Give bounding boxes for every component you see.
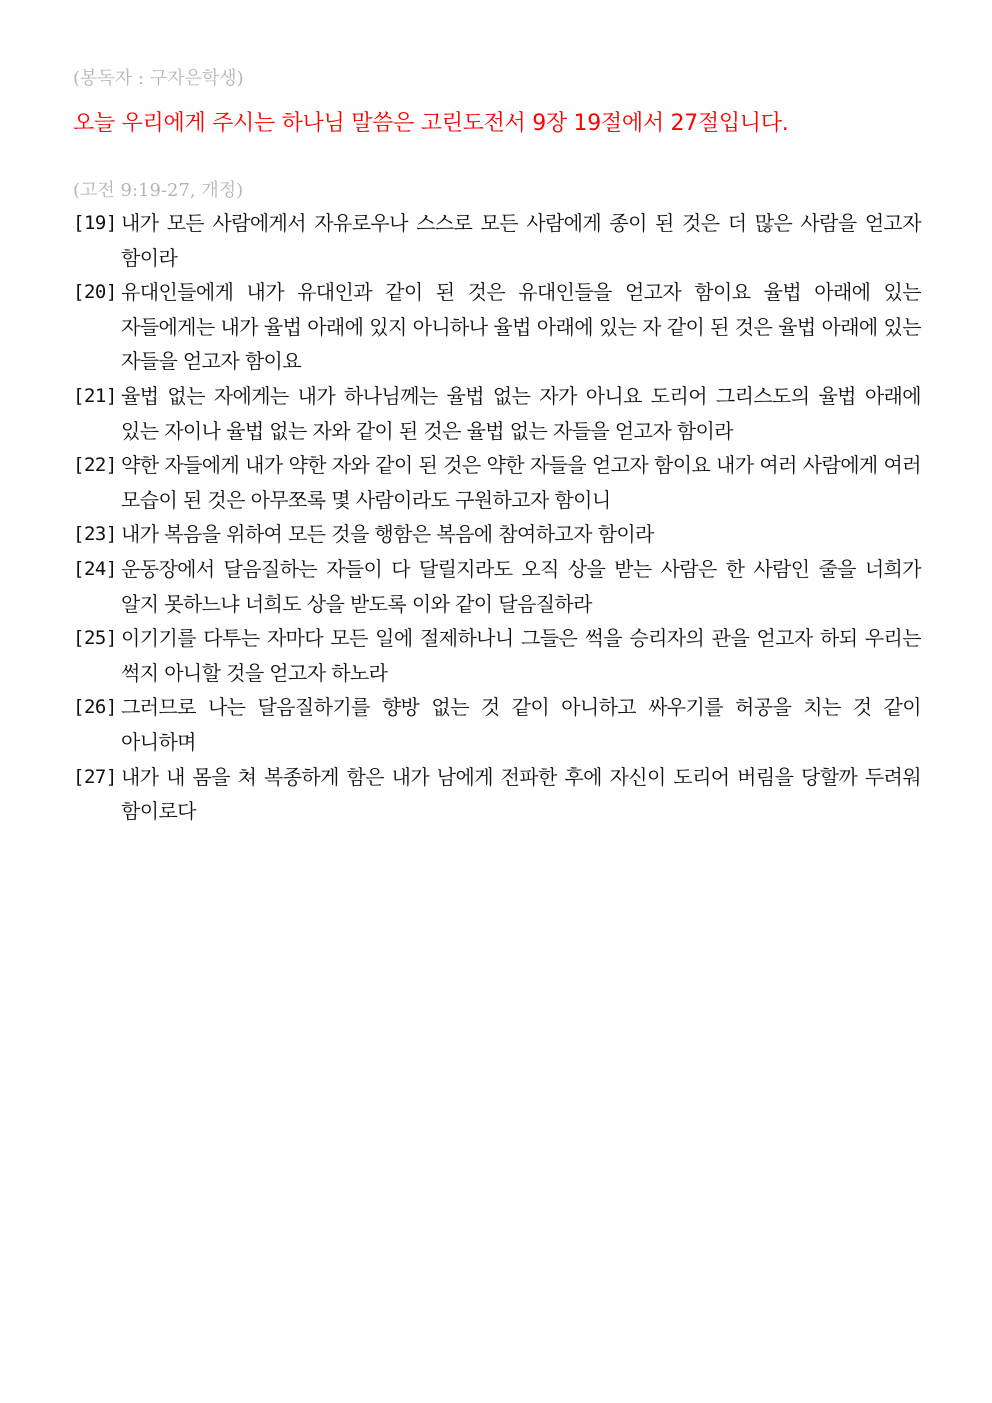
verse-item bbox=[73, 275, 921, 379]
verse-text: 내가 내 몸을 쳐 복종하게 함은 내가 남에게 전파한 후에 자신이 도리어 버림을 당할까 두려워 함이로다 bbox=[121, 764, 921, 824]
verse-number: [22] bbox=[73, 454, 117, 477]
verse-item bbox=[73, 379, 921, 448]
verse-number: [24] bbox=[73, 557, 117, 580]
verse-number: [26] bbox=[73, 696, 117, 719]
verse-item bbox=[73, 448, 921, 517]
verse-list bbox=[73, 206, 921, 829]
verse-text: 약한 자들에게 내가 약한 자와 같이 된 것은 약한 자들을 얻고자 함이요 내가 여러 사람에게 여러 모습이 된 것은 아무쪼록 몇 사람이라도 구원하고자 함이니 bbox=[121, 453, 921, 512]
verse-item bbox=[73, 206, 921, 275]
verse-item bbox=[73, 621, 921, 690]
verse-number: [23] bbox=[73, 523, 117, 546]
verse-item bbox=[73, 760, 921, 829]
verse-number: [27] bbox=[73, 765, 117, 788]
verse-item bbox=[73, 517, 921, 552]
verse-number: [20] bbox=[73, 281, 117, 304]
verse-text: 운동장에서 달음질하는 자들이 다 달릴지라도 오직 상을 받는 사람은 한 사람인 줄을 너희가 알지 못하느냐 너희도 상을 받도록 이와 같이 달음질하라 bbox=[121, 556, 921, 616]
verse-text: 율법 없는 자에게는 내가 하나님께는 율법 없는 자가 아니요 도리어 그리스도의 율법 아래에 있는 자이나 율법 없는 자와 같이 된 것은 율법 없는 자들을 얻고자 함이라 bbox=[121, 383, 921, 443]
verse-text: 내가 모든 사람에게서 자유로우나 스스로 모든 사람에게 종이 된 것은 더 많은 사람을 얻고자 함이라 bbox=[121, 211, 921, 270]
passage-reference: (고전 9:19-27, 개정) bbox=[73, 180, 244, 201]
verse-number: [25] bbox=[73, 627, 117, 650]
verse-text: 내가 복음을 위하여 모든 것을 행함은 복음에 참여하고자 함이라 bbox=[121, 522, 654, 547]
verse-text: 이기기를 다투는 자마다 모든 일에 절제하나니 그들은 썩을 승리자의 관을 얻고자 하되 우리는 썩지 아니할 것을 얻고자 하노라 bbox=[121, 626, 921, 685]
verse-item bbox=[73, 690, 921, 759]
verse-number: [19] bbox=[73, 212, 117, 234]
verse-number: [21] bbox=[73, 384, 117, 407]
verse-text: 유대인들에게 내가 유대인과 같이 된 것은 유대인들을 얻고자 함이요 율법 아래에 있는 자들에게는 내가 율법 아래에 있지 아니하나 율법 아래에 있는 자 같이 된 것은 율법 아래에 있는 자들을 얻고자 함이요 bbox=[121, 280, 921, 374]
verse-text: 그러므로 나는 달음질하기를 향방 없는 것 같이 아니하고 싸우기를 허공을 치는 것 같이 아니하며 bbox=[121, 695, 921, 754]
scripture-announcement: 오늘 우리에게 주시는 하나님 말씀은 고린도전서 9장 19절에서 27절입니다. bbox=[73, 111, 789, 136]
reader-note: (봉독자 : 구자은학생) bbox=[73, 68, 244, 89]
verse-item bbox=[73, 552, 921, 621]
